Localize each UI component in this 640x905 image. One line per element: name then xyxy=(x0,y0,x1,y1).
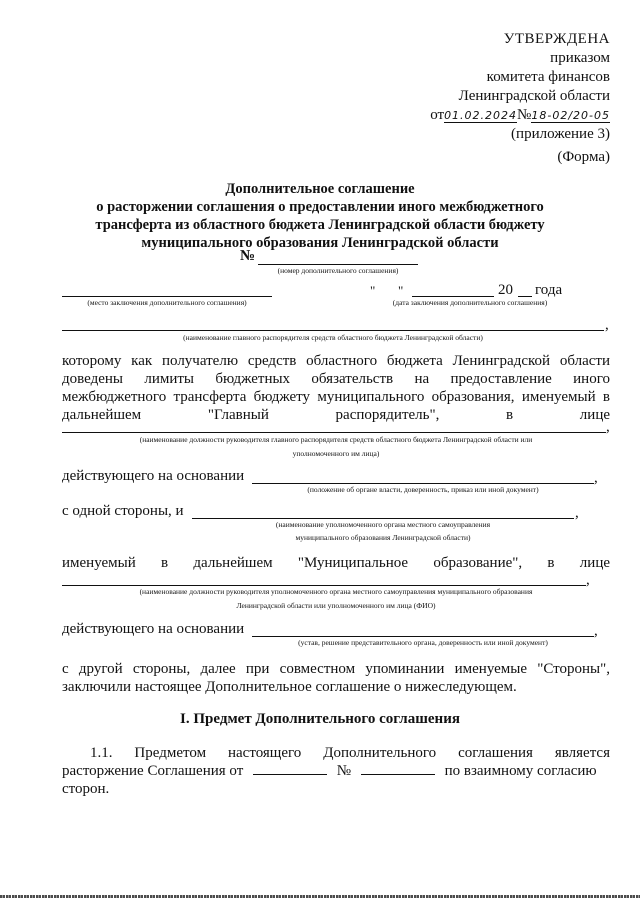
acting-basis-2-label: действующего на основании xyxy=(62,621,245,637)
local-authority-comma: , xyxy=(575,505,579,521)
section-1-p1: 1.1. Предметом настоящего Дополнительного соглашения является xyxy=(90,745,610,761)
acting-basis-1-caption: (положение об органе власти, доверенность, приказ или иной документ) xyxy=(307,485,539,494)
title-line-1: Дополнительное соглашение xyxy=(225,181,415,197)
other-side-line: с другой стороны, далее при совместном упоминании именуемые "Стороны", xyxy=(62,661,610,677)
approval-stamp-block xyxy=(350,30,610,144)
section-1-p2-start: расторжение Соглашения от xyxy=(62,763,244,779)
title-line-2: о расторжении соглашения о предоставлении иного межбюджетного xyxy=(96,199,544,215)
local-authority-line xyxy=(192,518,574,519)
head-position-line xyxy=(62,432,606,433)
local-authority-caption-1: (наименование уполномоченного органа местного самоуправления xyxy=(275,520,491,529)
form-label: (Форма) xyxy=(557,149,610,165)
date-year-word: года xyxy=(535,282,563,298)
date-line xyxy=(412,296,494,297)
approval-number-handwritten: 18-02/20-05 xyxy=(531,109,610,122)
title-line-3: трансферта из областного бюджета Ленинградской области бюджету xyxy=(95,217,545,233)
termination-number-line xyxy=(361,774,435,775)
one-side-label: с одной стороны, и xyxy=(62,503,184,519)
agreement-number-caption: (номер дополнительного соглашения) xyxy=(277,266,399,275)
head-position-caption-2: уполномоченного им лица) xyxy=(292,449,380,458)
approval-region: Ленинградской области xyxy=(458,88,610,104)
head-position-comma: , xyxy=(606,419,610,435)
section-1-p3: сторон. xyxy=(62,781,110,797)
date-quote-open: " xyxy=(370,283,376,298)
approval-date-handwritten: 01.02.2024 xyxy=(444,109,518,122)
municipal-head-line xyxy=(62,585,586,586)
scan-edge-line xyxy=(0,895,640,898)
main-manager-caption: (наименование главного распорядителя средств областного бюджета Ленинградской области) xyxy=(183,333,483,342)
body-line-1: которому как получателю средств областного бюджета Ленинградской области xyxy=(62,353,610,369)
head-position-caption-1: (наименование должности руководителя главного распорядителя средств областного бюджета Ленинградской области или xyxy=(139,435,533,444)
date-caption: (дата заключения дополнительного соглашения) xyxy=(392,298,548,307)
acting-basis-1-line xyxy=(252,483,594,484)
municipal-named-line: именуемый в дальнейшем "Муниципальное образование", в лице xyxy=(62,555,610,571)
body-line-2: доведены лимиты бюджетных обязательств на предоставление иного xyxy=(62,371,610,387)
date-quote-close: " xyxy=(398,283,404,298)
agreement-number-line xyxy=(258,264,418,265)
acting-basis-2-comma: , xyxy=(594,623,598,639)
approval-date-number xyxy=(350,106,610,125)
agreement-number-sign: № xyxy=(240,248,256,264)
approval-num-sign: № xyxy=(517,107,532,123)
section-1-p2-end: по взаимному согласию xyxy=(444,763,597,779)
body-line-3: межбюджетного трансферта бюджету муниципального образования, именуемый в xyxy=(62,389,610,405)
main-manager-line xyxy=(62,330,604,331)
body-line-4: дальнейшем "Главный распорядитель", в лице xyxy=(62,407,610,423)
year-line xyxy=(518,296,532,297)
approval-from: от xyxy=(430,107,445,123)
approval-title: УТВЕРЖДЕНА xyxy=(503,31,610,47)
municipal-head-caption-2: Ленинградской области или уполномоченного им лица (ФИО) xyxy=(236,601,436,610)
main-manager-comma: , xyxy=(605,317,609,333)
termination-date-line xyxy=(253,774,327,775)
acting-basis-2-line xyxy=(252,636,594,637)
approval-committee: комитета финансов xyxy=(486,69,610,85)
place-line xyxy=(62,296,272,297)
approval-annex: (приложение 3) xyxy=(511,126,610,142)
place-caption: (место заключения дополнительного соглашения) xyxy=(87,298,247,307)
acting-basis-2-caption: (устав, решение представительного органа, доверенность или иной документ) xyxy=(298,638,548,647)
date-year-prefix: 20 xyxy=(498,282,513,298)
acting-basis-1-label: действующего на основании xyxy=(62,468,245,484)
local-authority-caption-2: муниципального образования Ленинградской области) xyxy=(295,533,471,542)
title-line-4: муниципального образования Ленинградской области xyxy=(141,235,499,251)
acting-basis-1-comma: , xyxy=(594,470,598,486)
concluded-line: заключили настоящее Дополнительное соглашение о нижеследующем. xyxy=(62,679,517,695)
approval-order: приказом xyxy=(550,50,610,66)
municipal-head-comma: , xyxy=(586,572,590,588)
section-1-p2 xyxy=(62,762,597,780)
document-title xyxy=(40,180,600,252)
municipal-head-caption-1: (наименование должности руководителя уполномоченного органа местного самоуправления муниципального образования xyxy=(139,587,533,596)
section-1-heading: I. Предмет Дополнительного соглашения xyxy=(180,711,460,727)
termination-num-sign: № xyxy=(336,763,352,779)
